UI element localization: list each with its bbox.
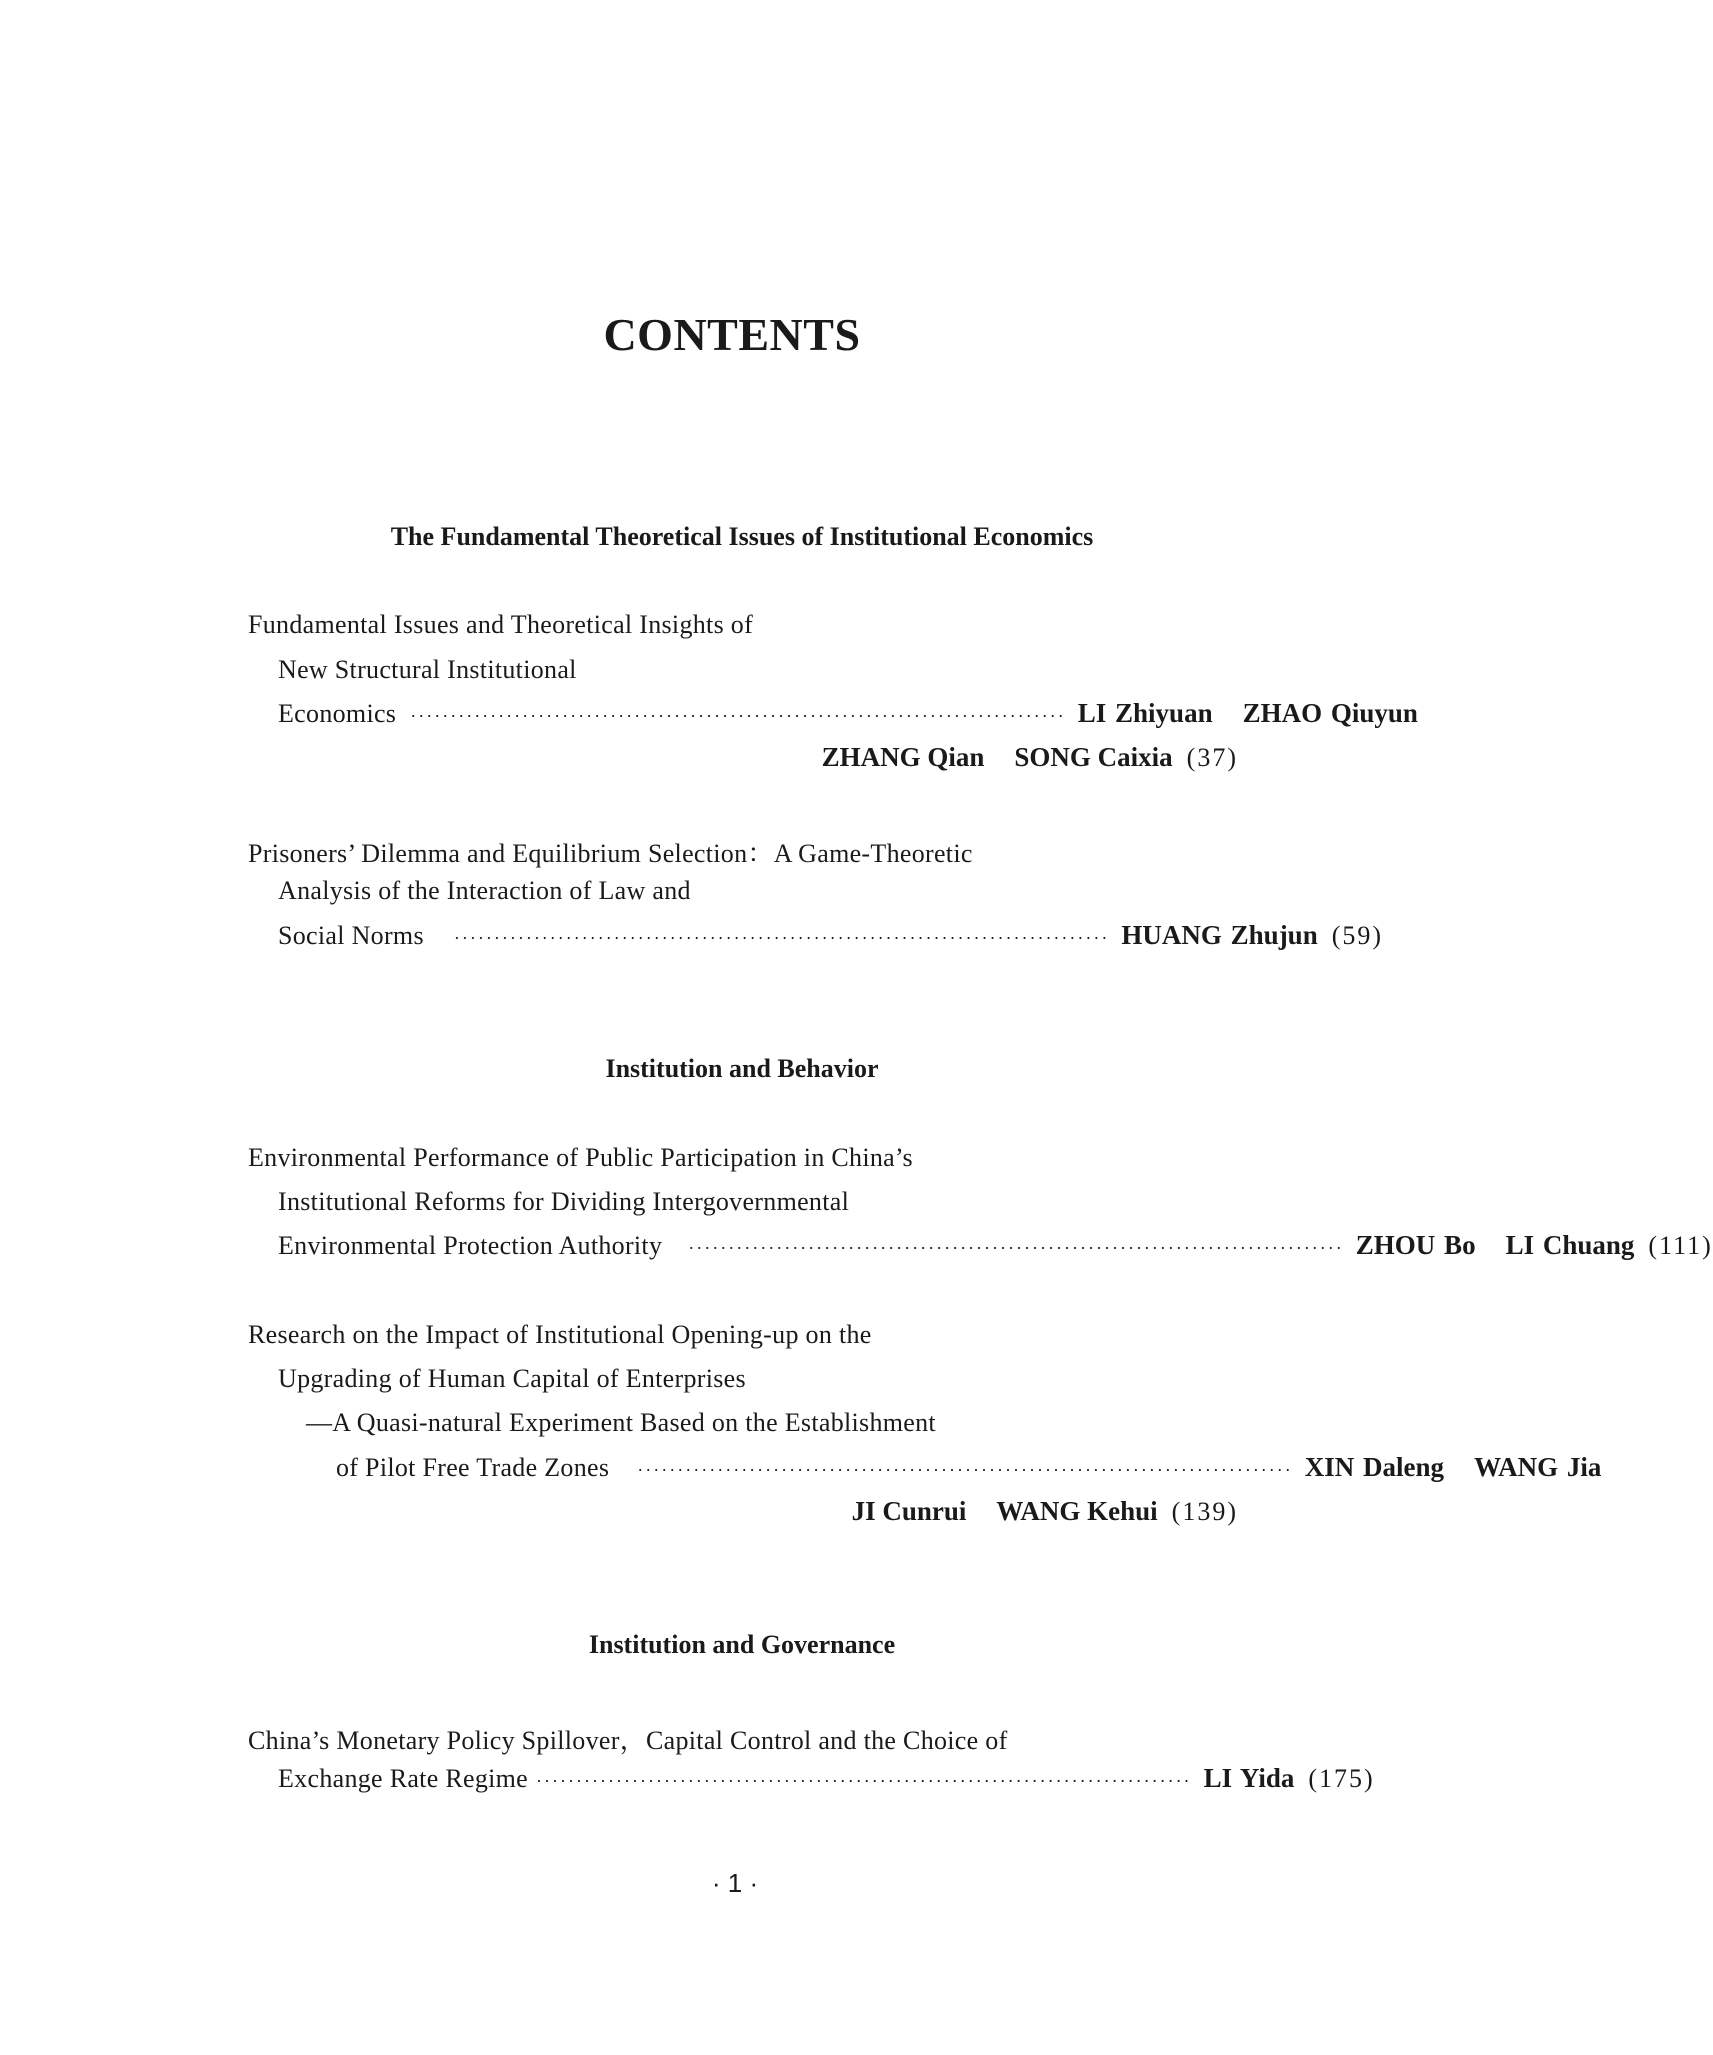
- section-heading: The Fundamental Theoretical Issues of Institutional Economics: [390, 522, 1094, 551]
- article-subtitle-line: —A Quasi-natural Experiment Based on the Establishment: [306, 1408, 936, 1437]
- article-title-line: Analysis of the Interaction of Law and: [278, 876, 691, 905]
- authors-page-row: [852, 1496, 1238, 1527]
- article-title-line: Institutional Reforms for Dividing Intergovernmental: [278, 1187, 850, 1216]
- author-name: HUANG Zhujun: [1121, 920, 1318, 950]
- authors: [1356, 1230, 1635, 1261]
- authors: [1078, 698, 1418, 729]
- authors: [822, 742, 1173, 773]
- section-heading: Institution and Behavior: [605, 1054, 879, 1083]
- author-name: LI Yida: [1203, 1763, 1295, 1793]
- page-number: (37): [1186, 743, 1238, 772]
- author-name: XIN Daleng: [1304, 1452, 1445, 1482]
- author-name: ZHOU Bo: [1355, 1230, 1476, 1260]
- article-title-line: Exchange Rate Regime: [278, 1764, 529, 1793]
- article-title-line: New Structural Institutional: [278, 655, 577, 684]
- leader-dots: ··················································································: [410, 706, 1066, 726]
- article-title-line: Research on the Impact of Institutional Opening-up on the: [248, 1320, 872, 1349]
- page-title: CONTENTS: [603, 309, 861, 360]
- authors-page-row: [822, 742, 1238, 773]
- author-name: LI Chuang: [1505, 1230, 1635, 1260]
- author-name: ZHAO Qiuyun: [1242, 698, 1418, 728]
- article-title-line: Upgrading of Human Capital of Enterprises: [278, 1364, 746, 1393]
- article-title-line: of Pilot Free Trade Zones: [336, 1453, 610, 1482]
- article-title-line: Prisoners’ Dilemma and Equilibrium Selection：A Game-Theoretic: [248, 839, 973, 868]
- article-title-line: Environmental Protection Authority: [278, 1231, 663, 1260]
- toc-entry-row[interactable]: [336, 1452, 1602, 1486]
- authors: [1121, 920, 1317, 951]
- toc-entry-row[interactable]: [278, 1230, 1713, 1264]
- article-title-line: Environmental Performance of Public Participation in China’s: [248, 1143, 913, 1172]
- authors: [852, 1496, 1158, 1527]
- toc-entry-row[interactable]: [278, 1763, 1375, 1797]
- page-number: (59): [1331, 921, 1384, 950]
- author-name: WANG Kehui: [996, 1496, 1158, 1526]
- page-footer-number: · 1 ·: [711, 1868, 759, 1898]
- article-title-line: Economics: [278, 699, 397, 728]
- article-title-line: Social Norms: [278, 921, 424, 950]
- section-heading: Institution and Governance: [588, 1630, 896, 1659]
- article-title-line: China’s Monetary Policy Spillover，Capital Control and the Choice of: [248, 1726, 1008, 1755]
- page-number: (139): [1171, 1497, 1238, 1526]
- leader-dots: ··················································································: [453, 928, 1110, 948]
- leader-dots: ··················································································: [536, 1771, 1192, 1791]
- author-name: LI Zhiyuan: [1077, 698, 1213, 728]
- page-number: (175): [1308, 1764, 1375, 1793]
- authors: [1204, 1763, 1295, 1794]
- authors: [1305, 1452, 1602, 1483]
- toc-entry-row[interactable]: [278, 698, 1418, 732]
- page-number: (111): [1648, 1231, 1713, 1260]
- leader-dots: ··················································································: [637, 1460, 1293, 1480]
- author-name: WANG Jia: [1474, 1452, 1602, 1482]
- article-title-line: Fundamental Issues and Theoretical Insights of: [248, 610, 754, 639]
- author-name: JI Cunrui: [851, 1496, 967, 1526]
- toc-entry-row[interactable]: [278, 920, 1384, 954]
- author-name: ZHANG Qian: [821, 742, 985, 772]
- leader-dots: ··················································································: [688, 1238, 1344, 1258]
- author-name: SONG Caixia: [1014, 742, 1173, 772]
